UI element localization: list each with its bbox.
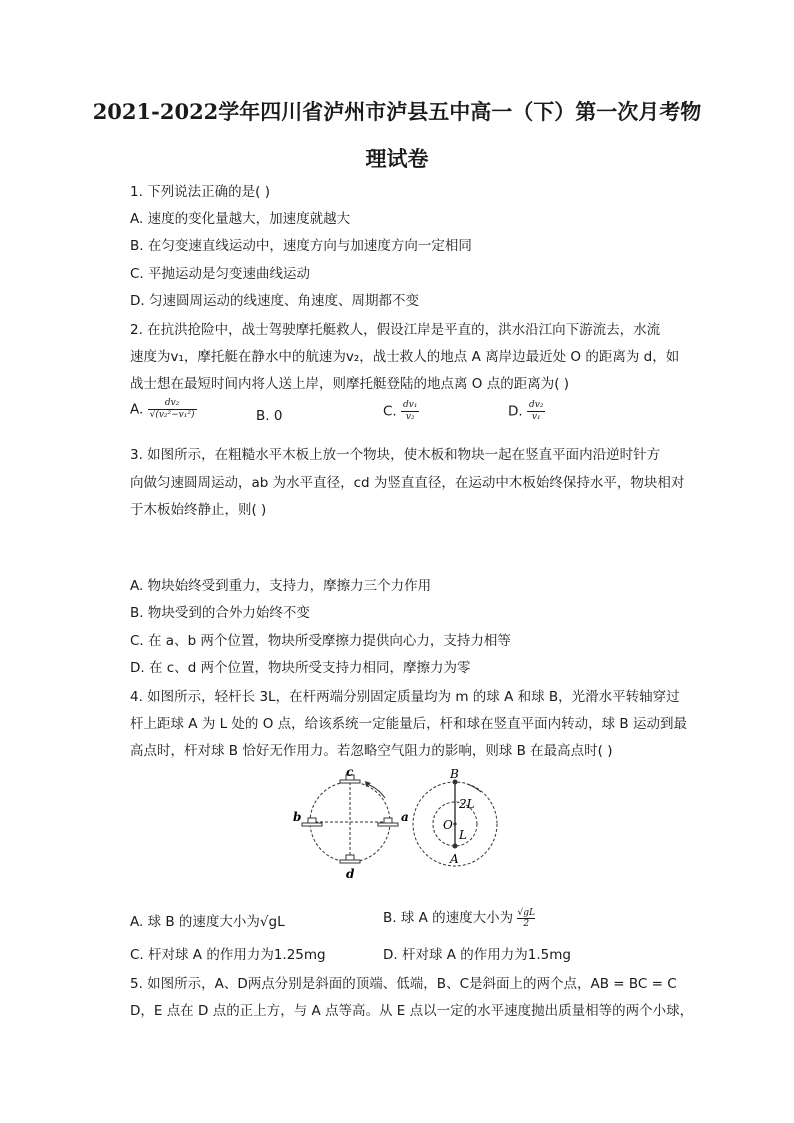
q4-option-a: A. 球 B 的速度大小为√gL — [130, 914, 285, 930]
circular-motion-figure — [285, 768, 520, 883]
q4-option-b-text: B. 球 A 的速度大小为 — [383, 910, 514, 926]
q4-stem-line2: 杆上距球 A 为 L 处的 O 点，给该系统一定能量后，杆和球在竖直平面内转动，球 B 运动到最 — [130, 716, 687, 732]
label-b: b — [293, 810, 302, 824]
q1-stem: 1. 下列说法正确的是( ) — [130, 184, 270, 200]
q5-stem-line1: 5. 如图所示，A、D两点分别是斜面的顶端、低端，B、C是斜面上的两个点，AB = BC = C — [130, 976, 677, 992]
label-d: d — [346, 867, 355, 881]
q2-stem-line3: 战士想在最短时间内将人送上岸，则摩托艇登陆的地点离 O 点的距离为( ) — [130, 376, 570, 392]
block-d — [346, 855, 354, 860]
q2-option-a-denominator: √(v₂²−v₁²) — [149, 410, 195, 420]
label-ball-b: B — [450, 768, 459, 781]
q2-stem-line1: 2. 在抗洪抢险中，战士驾驶摩托艇救人，假设江岸是平直的，洪水沿江向下游流去，水流 — [130, 322, 661, 338]
q2-option-a — [130, 398, 197, 421]
q3-option-b: B. 物块受到的合外力始终不变 — [130, 605, 310, 621]
q2-option-d — [508, 400, 545, 423]
page-title-line1: 2021-2022学年四川省泸州市泸县五中高一（下）第一次月考物 — [92, 99, 702, 124]
q3-option-a: A. 物块始终受到重力，支持力，摩擦力三个力作用 — [130, 578, 432, 594]
q4-option-b-numerator: √gL — [517, 907, 535, 918]
q1-option-d: D. 匀速圆周运动的线速度、角速度、周期都不变 — [130, 293, 419, 309]
q2-option-a-label: A. — [130, 401, 144, 418]
label-ball-a: A — [450, 852, 459, 866]
rod-balls-diagram — [413, 768, 497, 866]
q4-option-d: D. 杆对球 A 的作用力为1.5mg — [383, 947, 571, 963]
q3-stem-line1: 3. 如图所示，在粗糙水平木板上放一个物块，使木板和物块一起在竖直平面内沿逆时针方 — [130, 447, 661, 463]
outer-arrow — [467, 784, 481, 792]
q2-option-c — [383, 400, 419, 423]
q1-option-b: B. 在匀变速直线运动中，速度方向与加速度方向一定相同 — [130, 238, 472, 254]
q4-stem-line3: 高点时，杆对球 B 恰好无作用力。若忽略空气阻力的影响，则球 B 在最高点时( ) — [130, 743, 613, 759]
q3-option-d: D. 在 c、d 两个位置，物块所受支持力相同，摩擦力为零 — [130, 660, 471, 676]
q2-option-c-label: C. — [383, 403, 397, 420]
q2-option-b: B. 0 — [256, 408, 283, 424]
q2-option-d-numerator: dv₂ — [528, 400, 544, 410]
label-a: a — [401, 810, 409, 824]
q2-stem-line2: 速度为v₁，摩托艇在静水中的航速为v₂，战士救人的地点 A 离岸边最近处 O 的距离为 d，如 — [130, 349, 680, 365]
block-a — [384, 818, 392, 823]
q4-option-b-fraction — [517, 908, 534, 929]
q4-option-b-denominator: 2 — [523, 918, 530, 929]
q4-option-c: C. 杆对球 A 的作用力为1.25mg — [130, 947, 326, 963]
board-circle-diagram — [293, 768, 409, 881]
label-l: L — [459, 828, 467, 842]
q2-option-c-fraction — [401, 400, 419, 423]
q2-option-a-fraction — [148, 398, 197, 421]
q3-stem-line2: 向做匀速圆周运动，ab 为水平直径，cd 为竖直直径，在运动中木板始终保持水平，物块相对 — [130, 475, 685, 491]
q2-option-d-fraction — [527, 400, 545, 423]
q3-option-c: C. 在 a、b 两个位置，物块所受摩擦力提供向心力，支持力相等 — [130, 633, 511, 649]
page-title-line2: 理试卷 — [365, 146, 429, 171]
pivot-o — [453, 822, 456, 825]
q1-option-c: C. 平抛运动是匀变速曲线运动 — [130, 266, 311, 282]
q5-stem-line2: D，E 点在 D 点的正上方，与 A 点等高。从 E 点以一定的水平速度抛出质量相等的两个小球， — [130, 1003, 694, 1019]
q4-option-b — [383, 906, 535, 929]
label-c: c — [346, 768, 354, 779]
q2-option-c-numerator: dv₁ — [403, 400, 418, 410]
q3-stem-line3: 于木板始终静止，则( ) — [130, 502, 267, 518]
q2-option-d-denominator: v₁ — [531, 412, 541, 422]
q2-option-d-label: D. — [508, 403, 523, 420]
label-2l: 2L — [459, 797, 475, 811]
ball-a — [453, 844, 458, 849]
q2-option-a-numerator: dv₂ — [148, 398, 197, 410]
label-o: O — [443, 818, 453, 832]
q2-option-c-denominator: v₂ — [405, 412, 415, 422]
q4-stem-line1: 4. 如图所示，轻杆长 3L，在杆两端分别固定质量均为 m 的球 A 和球 B，光滑水平转轴穿过 — [130, 689, 680, 705]
block-b — [308, 818, 316, 823]
q1-option-a: A. 速度的变化量越大，加速度就越大 — [130, 211, 351, 227]
